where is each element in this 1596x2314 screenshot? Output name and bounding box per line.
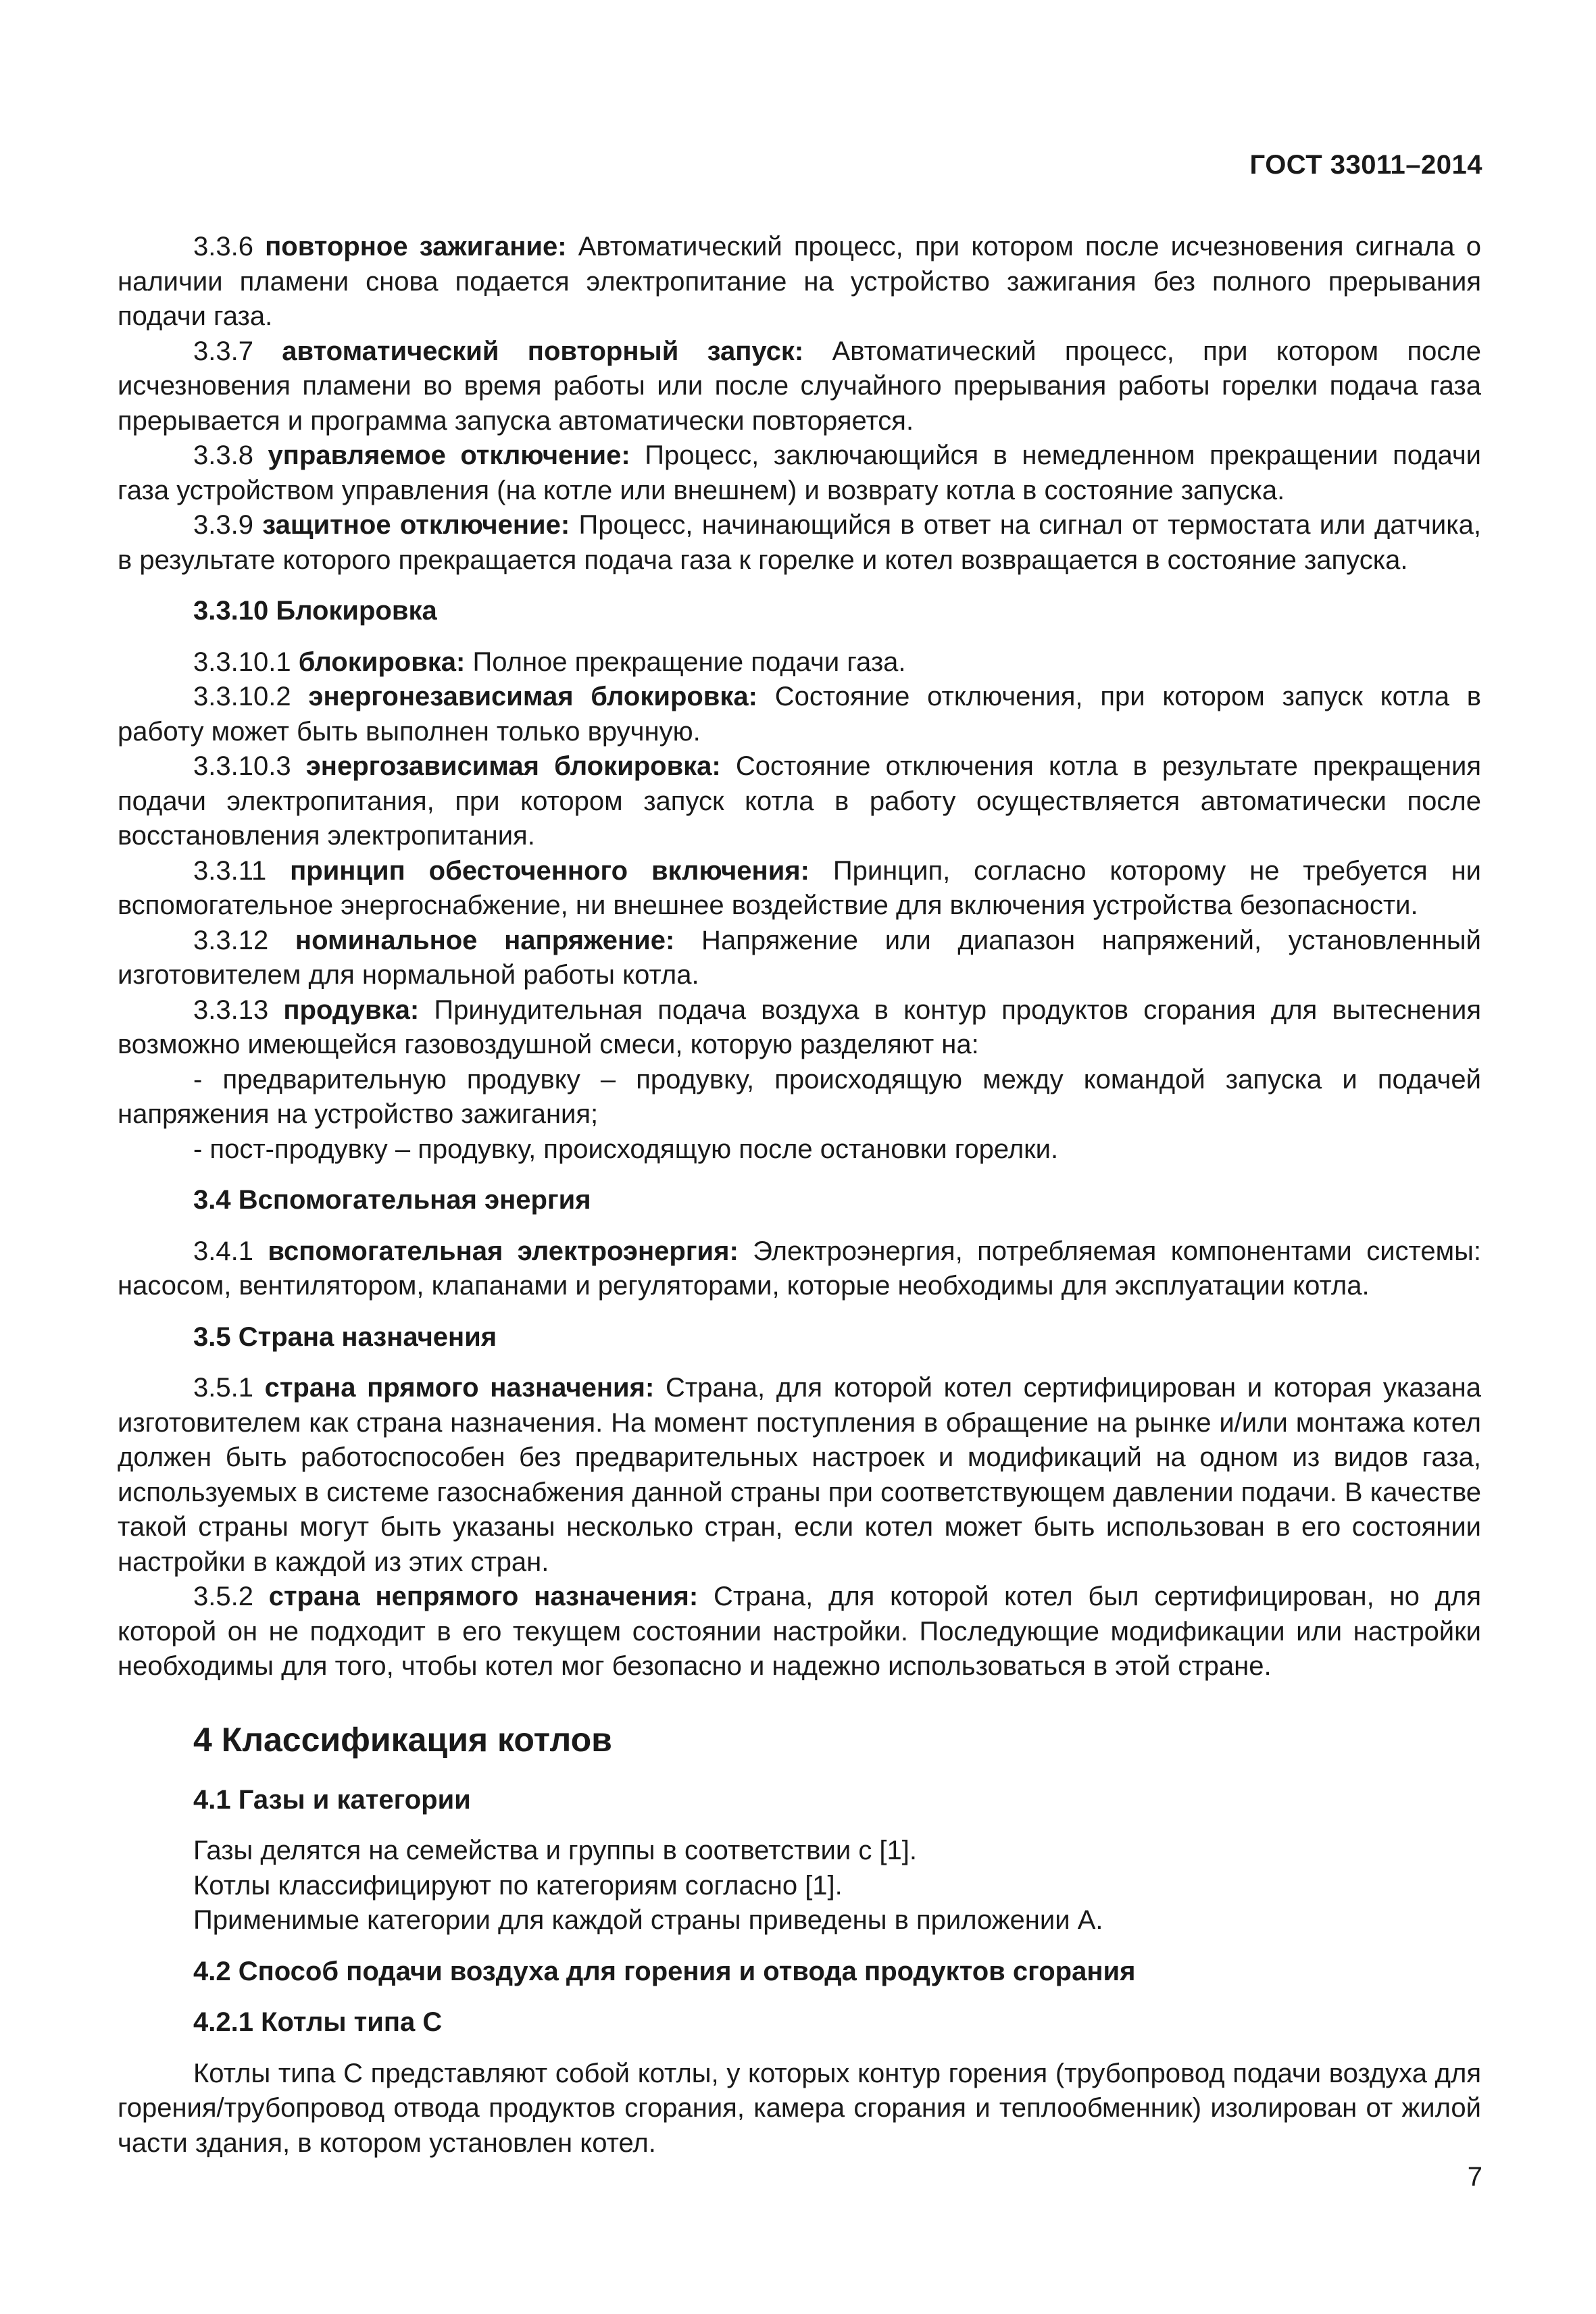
clause-term: принцип обесточенного включения: — [290, 855, 809, 886]
clause-number: 3.3.8 — [193, 441, 268, 470]
heading-4-1: 4.1 Газы и категории — [193, 1784, 471, 1815]
page-number: 7 — [1467, 2162, 1482, 2192]
paragraph-type-c: Котлы типа С представляют собой котлы, у которых контур горения (трубопровод подачи воздуха для горения/трубопровод отвода продуктов сгорания, камера сгорания и теплообменник) изолирован от жилой части здания, в котором установлен котел. — [118, 2058, 1481, 2158]
clause-3-3-11 — [118, 854, 1481, 924]
clause-text: Электроэнергия, потребляемая компонентами системы: насосом, вентилятором, клапанами и регуляторами, которые необходимы для эксплуатации котла. — [118, 1236, 1482, 1301]
document-body — [118, 230, 1481, 2161]
heading-3-4: 3.4 Вспомогательная энергия — [193, 1185, 591, 1215]
clause-3-3-10-2 — [118, 680, 1481, 749]
clause-text: Процесс, заключающийся в немедленном прекращении подачи газа устройством управления (на котле или внешнем) и возврату котла в состояние запуска. — [118, 441, 1482, 505]
clause-term: энергонезависимая блокировка: — [308, 682, 757, 711]
clause-term: автоматический повторный запуск: — [282, 336, 804, 366]
clause-number: 3.3.6 — [193, 232, 266, 261]
clause-number: 3.3.10.2 — [193, 682, 309, 711]
clause-text: Страна, для которой котел был сертифицирован, но для которой он не подходит в его текущем состоянии настройки. Последующие модификации или настройки необходимы для того, чтобы котел мог безопасно и надежно использоваться в этой стране. — [118, 1582, 1482, 1681]
clause-text: Принудительная подача воздуха в контур продуктов сгорания для вытеснения возможно имеющейся газовоздушной смеси, которую разделяют на: — [118, 995, 1481, 1059]
clause-number: 3.3.7 — [193, 336, 282, 366]
clause-3-3-7 — [118, 334, 1481, 439]
heading-3-5: 3.5 Страна назначения — [193, 1322, 497, 1352]
clause-text: Автоматический процесс, при котором после исчезновения пламени во время работы или после случайного прерывания работы горелки подача газа прерывается и программа запуска автоматически повторяется. — [118, 336, 1481, 436]
clause-term: блокировка: — [298, 647, 466, 677]
list-item-post-purge: - пост-продувку – продувку, происходящую после остановки горелки. — [193, 1134, 1059, 1164]
clause-term: номинальное напряжение: — [295, 925, 675, 955]
paragraph-gases: Газы делятся на семейства и группы в соответствии с [1]. — [193, 1836, 918, 1865]
clause-3-3-10-3 — [118, 749, 1481, 854]
clause-number: 3.3.9 — [193, 510, 263, 540]
clause-number: 3.3.10.3 — [193, 751, 306, 781]
clause-number: 3.5.1 — [193, 1373, 265, 1403]
clause-3-3-12 — [118, 924, 1481, 993]
clause-term: продувка: — [283, 995, 420, 1025]
paragraph-categories: Котлы классифицируют по категориям согласно [1]. — [193, 1870, 843, 1901]
clause-3-4-1 — [118, 1234, 1481, 1304]
heading-4: 4 Классификация котлов — [193, 1720, 612, 1759]
standard-header: ГОСТ 33011–2014 — [1249, 150, 1482, 180]
clause-3-3-13 — [118, 993, 1481, 1063]
clause-text: Автоматический процесс, при котором после исчезновения сигнала о наличии пламени снова подается электропитание на устройство зажигания без полного прерывания подачи газа. — [118, 232, 1482, 331]
clause-term: энергозависимая блокировка: — [305, 751, 721, 781]
clause-3-5-2 — [118, 1580, 1481, 1684]
clause-3-3-9 — [118, 508, 1481, 578]
clause-term: защитное отключение: — [262, 510, 570, 540]
clause-text: Принцип, согласно которому не требуется ни вспомогательное энергоснабжение, ни внешнее воздействие для включения устройства безопасности. — [118, 855, 1482, 920]
clause-number: 3.3.11 — [193, 855, 291, 886]
clause-text: Страна, для которой котел сертифицирован и которая указана изготовителем как страна назначения. На момент поступления в обращение на рынке и/или монтажа котел должен быть работоспособен без предварительных настроек и модификаций на одном из видов газа, используемых в системе газоснабжения данной страны при соответствующем давлении подачи. В качестве такой страны могут быть указаны несколько стран, если котел может быть использован в его состоянии настройки в каждой из этих стран. — [118, 1373, 1481, 1577]
clause-number: 3.3.12 — [193, 925, 295, 955]
clause-term: вспомогательная электроэнергия: — [268, 1236, 739, 1266]
heading-4-2-1: 4.2.1 Котлы типа С — [193, 2007, 443, 2037]
heading-4-2: 4.2 Способ подачи воздуха для горения и отвода продуктов сгорания — [193, 1956, 1136, 1986]
clause-term: страна непрямого назначения: — [268, 1582, 699, 1611]
clause-3-5-1 — [118, 1371, 1481, 1580]
heading-3-3-10: 3.3.10 Блокировка — [193, 596, 437, 626]
clause-text: Состояние отключения котла в результате прекращения подачи электропитания, при котором запуск котла в работу осуществляется автоматически после восстановления электропитания. — [118, 751, 1481, 851]
clause-number: 3.3.10.1 — [193, 647, 299, 677]
paragraph-applicable: Применимые категории для каждой страны приведены в приложении А. — [193, 1905, 1103, 1935]
clause-term: страна прямого назначения: — [264, 1373, 655, 1403]
clause-term: повторное зажигание: — [265, 232, 567, 261]
clause-text: Состояние отключения, при котором запуск котла в работу может быть выполнен только вручную. — [118, 682, 1482, 747]
list-item-pre-purge: - предварительную продувку – продувку, происходящую между командой запуска и подачей напряжения на устройство зажигания; — [118, 1064, 1481, 1129]
clause-text: Напряжение или диапазон напряжений, установленный изготовителем для нормальной работы котла. — [118, 925, 1482, 990]
clause-number: 3.4.1 — [193, 1236, 268, 1266]
clause-3-3-8 — [118, 438, 1481, 508]
clause-term: управляемое отключение: — [268, 441, 630, 470]
clause-number: 3.5.2 — [193, 1582, 269, 1611]
clause-3-3-6 — [118, 230, 1481, 334]
clause-3-3-10-1 — [118, 645, 1481, 680]
clause-number: 3.3.13 — [193, 995, 284, 1025]
clause-text: Полное прекращение подачи газа. — [465, 647, 906, 677]
clause-text: Процесс, начинающийся в ответ на сигнал от термостата или датчика, в результате которого прекращается подача газа к горелке и котел возвращается в состояние запуска. — [118, 510, 1481, 575]
